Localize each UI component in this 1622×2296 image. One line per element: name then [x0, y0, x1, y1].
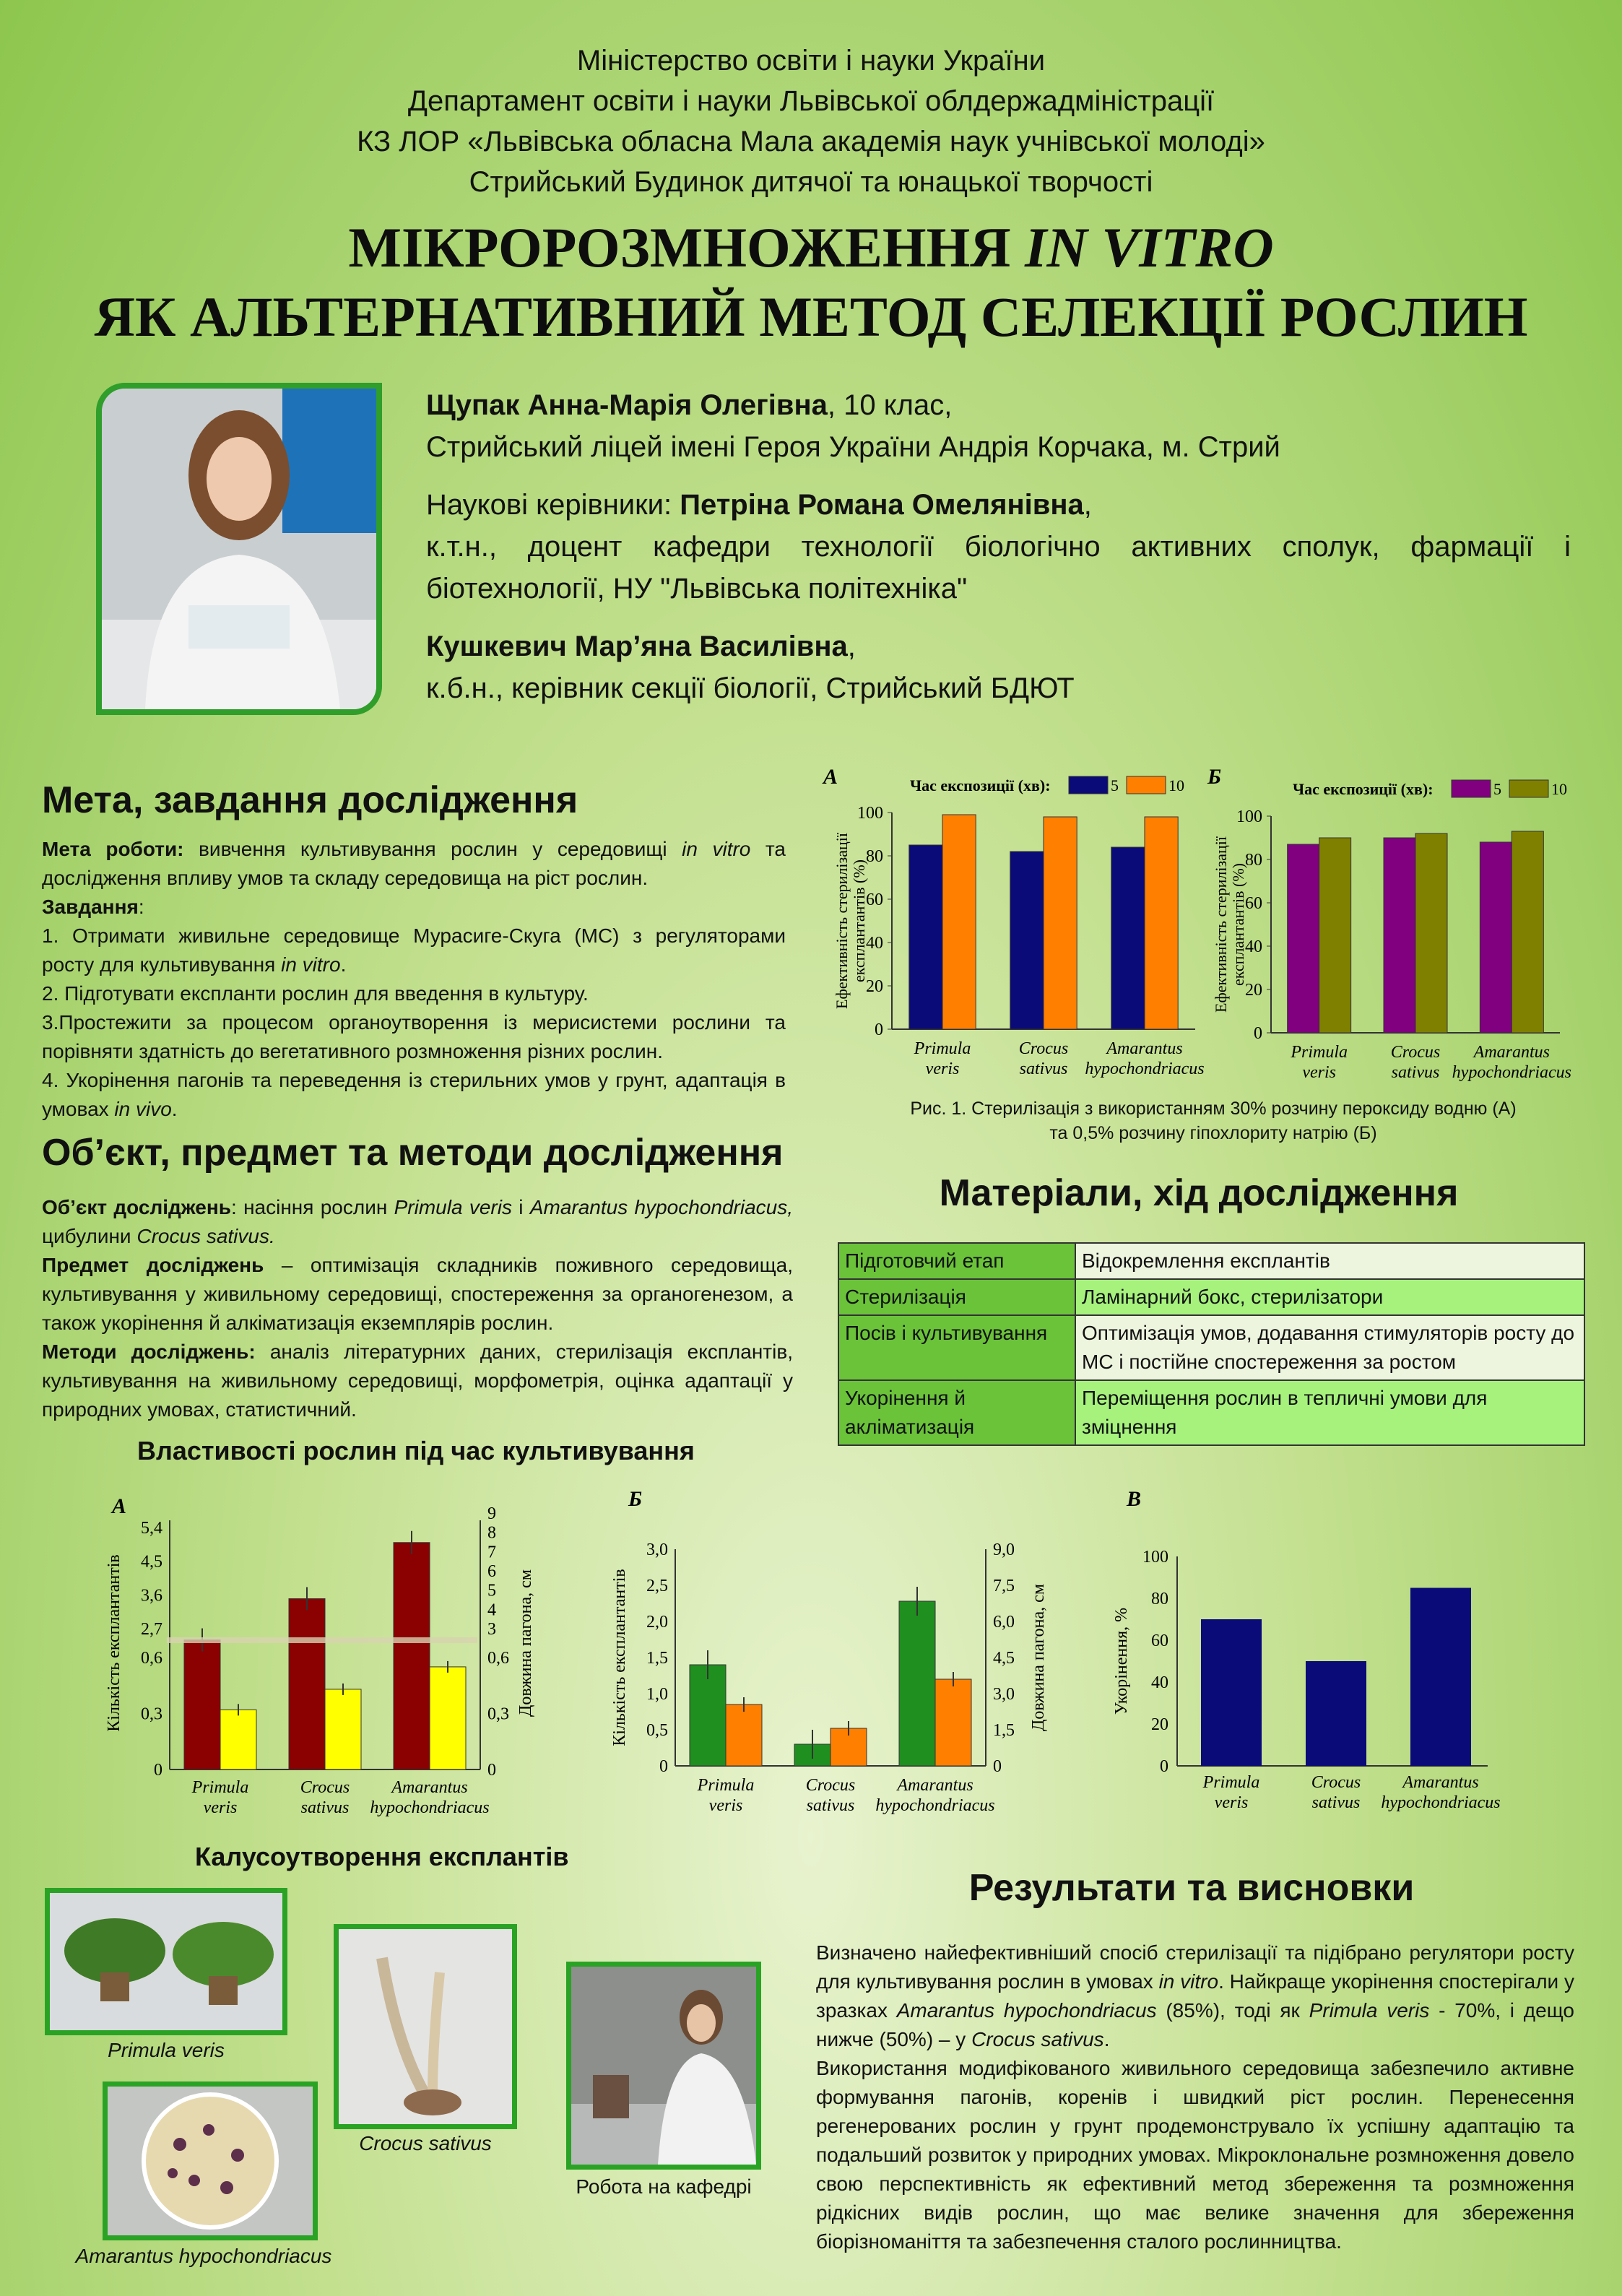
y-tick-label: 0	[1160, 1757, 1168, 1776]
category-label: hypochondriacus	[1452, 1063, 1571, 1082]
legend-title: Час експозиції (хв):	[910, 776, 1051, 794]
primula-caption: Primula veris	[108, 2039, 225, 2061]
materials-table	[838, 1242, 1585, 1446]
y-tick-label: 0,6	[141, 1649, 162, 1668]
y-tick-label: 20	[866, 977, 883, 996]
y2-axis-label: Довжина пагона, см	[1029, 1583, 1048, 1732]
bar	[184, 1640, 220, 1769]
y-tick-label: 60	[1245, 894, 1262, 913]
y-tick-label: 2,7	[141, 1620, 162, 1639]
category-label: sativus	[1391, 1063, 1440, 1082]
y-tick-label: 0,3	[141, 1704, 162, 1724]
materials-section-title: Матеріали, хід дослідження	[939, 1172, 1459, 1214]
category-label: Primula	[191, 1778, 249, 1797]
category-label: Crocus	[1311, 1773, 1361, 1792]
category-label: Crocus	[1390, 1043, 1441, 1062]
y2-tick-label: 8	[487, 1523, 496, 1543]
category-label: hypochondriacus	[875, 1796, 995, 1815]
bar	[690, 1665, 726, 1766]
category-label: veris	[1214, 1793, 1249, 1812]
materials-desc: Ламінарний бокс, стерилізатори	[1075, 1279, 1584, 1315]
bar	[1480, 842, 1512, 1033]
category-label: veris	[203, 1798, 238, 1817]
academy-line: КЗ ЛОР «Львівська обласна Мала академія наук учнівської молоді»	[357, 126, 1265, 157]
y-tick-label: 3,0	[646, 1541, 668, 1559]
materials-row	[838, 1243, 1584, 1279]
supervisor1-name: Петріна Романа Омелянівна	[680, 489, 1084, 521]
y-tick-label: 80	[1245, 851, 1262, 870]
y-tick-label: 80	[1151, 1590, 1168, 1608]
y2-tick-label: 7,5	[993, 1577, 1015, 1595]
y-tick-label: 80	[866, 847, 883, 866]
properties-title: Властивості рослин під час культивування	[137, 1436, 695, 1465]
y-tick-label: 1,0	[646, 1685, 668, 1704]
y2-tick-label: 6	[487, 1562, 496, 1581]
bar	[1145, 817, 1178, 1029]
y2-tick-label: 7	[487, 1543, 496, 1562]
materials-row	[838, 1380, 1584, 1445]
category-label: hypochondriacus	[370, 1798, 490, 1817]
materials-desc: Оптимізація умов, додавання стимуляторів росту до МС і постійне спостереження за ростом	[1075, 1315, 1584, 1380]
sterilization-caption: Рис. 1. Стерилізація з використанням 30% розчину пероксиду водню (А) та 0,5% розчину гіпохлориту натрію (Б)	[910, 1099, 1517, 1143]
y-axis-label: Ефективність стерилізації	[833, 833, 851, 1009]
bar	[935, 1679, 971, 1766]
category-label: sativus	[1311, 1793, 1361, 1812]
y2-tick-label: 0	[487, 1761, 496, 1780]
legend-swatch	[1452, 780, 1491, 797]
bar	[1512, 831, 1543, 1033]
y-tick-label: 100	[1142, 1548, 1168, 1567]
category-label: sativus	[1019, 1060, 1068, 1078]
y2-tick-label: 4,5	[993, 1649, 1015, 1668]
legend-swatch	[1127, 776, 1166, 794]
category-label: Amarantus	[1473, 1043, 1551, 1062]
author-block: Щупак Анна-Марія Олегівна, 10 клас, Стрийський ліцей імені Героя України Андрія Корчака, м. Стрий Наукові керівники: Петріна Романа Омелянівна, к.т.н., доцент кафедри технології біологічно активних сполук, фармації і біотехнології, НУ "Львівська політехніка" Кушкевич Мар’яна Василівна, к.б.н., керівник секції біології, Стрийський БДЮТ	[426, 384, 1571, 709]
bar	[1319, 838, 1351, 1033]
y2-tick-label: 5	[487, 1581, 496, 1600]
bar	[1010, 852, 1044, 1029]
y2-tick-label: 0,6	[487, 1649, 509, 1668]
y2-tick-label: 4	[487, 1600, 496, 1620]
sterilization-chart-b	[1207, 765, 1571, 1082]
chart-letter: В	[1127, 1487, 1142, 1511]
axis-break	[167, 1637, 477, 1643]
supervisor1-desc: к.т.н., доцент кафедри технології біологічно активних сполук, фармації і біотехнології, НУ "Львівська політехніка"	[426, 531, 1571, 605]
legend-swatch	[1509, 780, 1548, 797]
category-label: Crocus	[805, 1776, 856, 1795]
y-tick-label: 2,0	[646, 1613, 668, 1632]
results-section-body: Визначено найефективніший спосіб стерилізації та підібрано регулятори росту для культивування рослин в умовах in vitro. Найкраще укорінення спостерігали у зразках Amarantus hypochondriacus (85%), тоді як Primula veris - 70%, і дещо нижче (50%) – у Crocus sativus. Використання модифікованого живильного середовища забезпечило активне формування пагонів, коренів і швидкий ріст рослин. Перенесення регенерованих рослин у грунт продемонструвало їх успішну адаптацію та подальший розвиток у природних умовах. Мікроклональне розмноження довело свою перспективність як ефективний метод збереження та розмноження рідкісних видів рослин, що має велике значення для збереження біорізноманіття та забезпечення сталого рослинництва.	[816, 1941, 1574, 2253]
y-tick-label: 0	[154, 1761, 162, 1780]
author-name: Щупак Анна-Марія Олегівна	[426, 389, 828, 421]
materials-stage: Посів і культивування	[838, 1315, 1075, 1380]
category-label: sativus	[300, 1798, 350, 1817]
chart-letter: Б	[628, 1487, 643, 1511]
y-tick-label: 0	[659, 1757, 668, 1776]
y-tick-label: 40	[1151, 1673, 1168, 1692]
crocus-photo	[334, 1924, 517, 2129]
poster-title-line1: МІКРОРОЗМНОЖЕННЯ IN VITRO	[348, 216, 1274, 279]
author-photo	[96, 383, 382, 715]
bar	[909, 845, 942, 1029]
y-tick-label: 0,5	[646, 1721, 668, 1740]
category-label: veris	[925, 1060, 960, 1078]
y2-tick-label: 1,5	[993, 1721, 1015, 1740]
y-tick-label: 3,6	[141, 1586, 162, 1606]
bar	[726, 1704, 762, 1766]
properties-chart-v	[1112, 1487, 1501, 1812]
materials-stage: Підготовчий етап	[838, 1243, 1075, 1279]
y2-tick-label: 6,0	[993, 1613, 1015, 1632]
y2-tick-label: 3	[487, 1620, 496, 1639]
y-tick-label: 0	[875, 1021, 883, 1039]
category-label: Amarantus	[1402, 1773, 1479, 1792]
chart-letter: А	[823, 765, 838, 789]
y-axis-label: Кількість експлантантів	[105, 1554, 123, 1732]
materials-row	[838, 1315, 1584, 1380]
sterilization-charts	[809, 762, 1596, 1094]
amarantus-caption: Amarantus hypochondriacus	[75, 2245, 332, 2267]
y-axis-label: Укорінення, %	[1112, 1607, 1131, 1715]
supervisor2-desc: к.б.н., керівник секції біології, Стрийський БДЮТ	[426, 672, 1075, 704]
materials-stage: Стерилізація	[838, 1279, 1075, 1315]
legend-label: 10	[1551, 780, 1567, 798]
y-tick-label: 60	[1151, 1632, 1168, 1650]
category-label: veris	[708, 1796, 743, 1815]
poster-title-line2: ЯК АЛЬТЕРНАТИВНИЙ МЕТОД СЕЛЕКЦІЇ РОСЛИН	[94, 285, 1528, 348]
category-label: Crocus	[1018, 1039, 1069, 1058]
house-line: Стрийський Будинок дитячої та юнацької творчості	[469, 166, 1153, 198]
author-school: Стрийський ліцей імені Героя України Андрія Корчака, м. Стрий	[426, 431, 1280, 463]
category-label: Primula	[1291, 1043, 1348, 1062]
y-tick-label: 100	[857, 804, 883, 823]
lab-work-photo	[566, 1962, 761, 2170]
results-section-title: Результати та висновки	[968, 1867, 1415, 1909]
department-line: Департамент освіти і науки Львівської облдержадміністрації	[407, 85, 1215, 117]
legend-label: 10	[1168, 776, 1184, 794]
bar	[1384, 838, 1415, 1033]
bar	[1288, 844, 1319, 1033]
sterilization-chart-a	[822, 765, 1205, 1078]
materials-desc: Переміщення рослин в тепличні умови для зміцнення	[1075, 1380, 1584, 1445]
bar	[325, 1689, 361, 1769]
materials-row	[838, 1279, 1584, 1315]
legend-label: 5	[1111, 776, 1119, 794]
category-label: veris	[1302, 1063, 1336, 1082]
category-label: Amarantus	[897, 1776, 973, 1795]
y-tick-label: 20	[1151, 1715, 1168, 1734]
legend-swatch	[1069, 776, 1108, 794]
aim-section-title: Мета, завдання дослідження	[42, 779, 578, 821]
supervisor2-name: Кушкевич Мар’яна Василівна	[426, 631, 848, 662]
properties-charts	[101, 1484, 1545, 1831]
legend-label: 5	[1493, 780, 1501, 798]
bar	[899, 1601, 935, 1766]
y2-tick-label: 9	[487, 1504, 496, 1523]
category-label: Primula	[914, 1039, 971, 1058]
bar	[1111, 847, 1145, 1029]
y-axis-label: експлантантів (%)	[850, 859, 868, 982]
y-axis-label: Ефективність стерилізації	[1212, 836, 1230, 1013]
category-label: hypochondriacus	[1085, 1060, 1205, 1078]
bar	[394, 1543, 430, 1769]
bar	[220, 1710, 256, 1769]
y-tick-label: 40	[1245, 937, 1262, 956]
y-tick-label: 5,4	[141, 1519, 162, 1538]
object-section-body: Об’єкт досліджень: насіння рослин Primula veris і Amarantus hypochondriacus, цибулини Crocus sativus. Предмет досліджень – оптимізація складників поживного середовища, культивування у живильному середовищі, спостереження за органогенезом, а також укорінення й алкіматизація екземплярів рослин. Методи досліджень: аналіз літературних даних, стерилізація експлантів, культивування на живильному середовищі, морфометрія, оцінка адаптації у природних умовах, статистичний.	[42, 1196, 794, 1421]
materials-desc: Відокремлення експлантів	[1075, 1243, 1584, 1279]
object-section-title: Об’єкт, предмет та методи дослідження	[42, 1132, 784, 1174]
y-tick-label: 100	[1236, 807, 1262, 826]
lab-work-caption: Робота на кафедрі	[576, 2175, 752, 2198]
properties-chart-b	[610, 1487, 1048, 1815]
y-tick-label: 40	[866, 934, 883, 953]
chart-letter: А	[112, 1494, 127, 1518]
y-tick-label: 2,5	[646, 1577, 668, 1595]
category-label: Primula	[697, 1776, 755, 1795]
category-label: sativus	[806, 1796, 855, 1815]
legend-title: Час експозиції (хв):	[1293, 780, 1434, 798]
crocus-caption: Crocus sativus	[359, 2132, 492, 2154]
y-tick-label: 60	[866, 891, 883, 909]
bar	[1410, 1588, 1471, 1767]
author-photo-image	[102, 389, 376, 709]
y-tick-label: 20	[1245, 981, 1262, 1000]
bar	[1415, 833, 1447, 1033]
primula-photo	[45, 1888, 287, 2035]
materials-stage: Укорінення й акліматизація	[838, 1380, 1075, 1445]
category-label: Amarantus	[1106, 1039, 1183, 1058]
category-label: Primula	[1202, 1773, 1260, 1792]
y2-tick-label: 3,0	[993, 1685, 1015, 1704]
amarantus-photo	[103, 2081, 318, 2240]
y2-tick-label: 0	[993, 1757, 1002, 1776]
aim-section-body: Мета роботи: вивчення культивування рослин у середовищі in vitro та дослідження впливу умов та складу середовища на ріст рослин. Завдання: 1. Отримати живильне середовище Мурасиге-Скуга (МС) з регуляторами росту для культивування in vitro. 2. Підготувати експланти рослин для введення в культуру. 3.Простежити за процесом органоутворення із мерисистеми рослини та порівняти здатність до вегетативного розмноження різних рослин. 4. Укорінення пагонів та переведення із стерильних умов у грунт, адаптація в умовах in vivo.	[42, 838, 786, 1120]
y2-tick-label: 0,3	[487, 1704, 509, 1724]
bar	[1044, 817, 1077, 1029]
category-label: Crocus	[300, 1778, 350, 1797]
callus-title: Калусоутворення експлантів	[195, 1842, 569, 1871]
y-tick-label: 0	[1254, 1024, 1262, 1043]
bar	[1306, 1661, 1366, 1766]
y2-axis-label: Довжина пагона, см	[516, 1569, 535, 1717]
y-tick-label: 1,5	[646, 1649, 668, 1668]
category-label: Amarantus	[391, 1778, 468, 1797]
category-label: hypochondriacus	[1381, 1793, 1501, 1812]
bar	[430, 1667, 466, 1769]
bar	[942, 815, 976, 1029]
y-axis-label: Кількість експлантантів	[610, 1569, 629, 1746]
bar	[1201, 1619, 1262, 1766]
y-tick-label: 4,5	[141, 1552, 162, 1572]
ministry-line: Міністерство освіти і науки України	[576, 45, 1046, 77]
chart-letter: Б	[1207, 765, 1222, 789]
y-axis-label: експлантантів (%)	[1229, 863, 1247, 986]
properties-chart-a	[105, 1494, 535, 1817]
bar	[289, 1599, 325, 1769]
y2-tick-label: 9,0	[993, 1541, 1015, 1559]
